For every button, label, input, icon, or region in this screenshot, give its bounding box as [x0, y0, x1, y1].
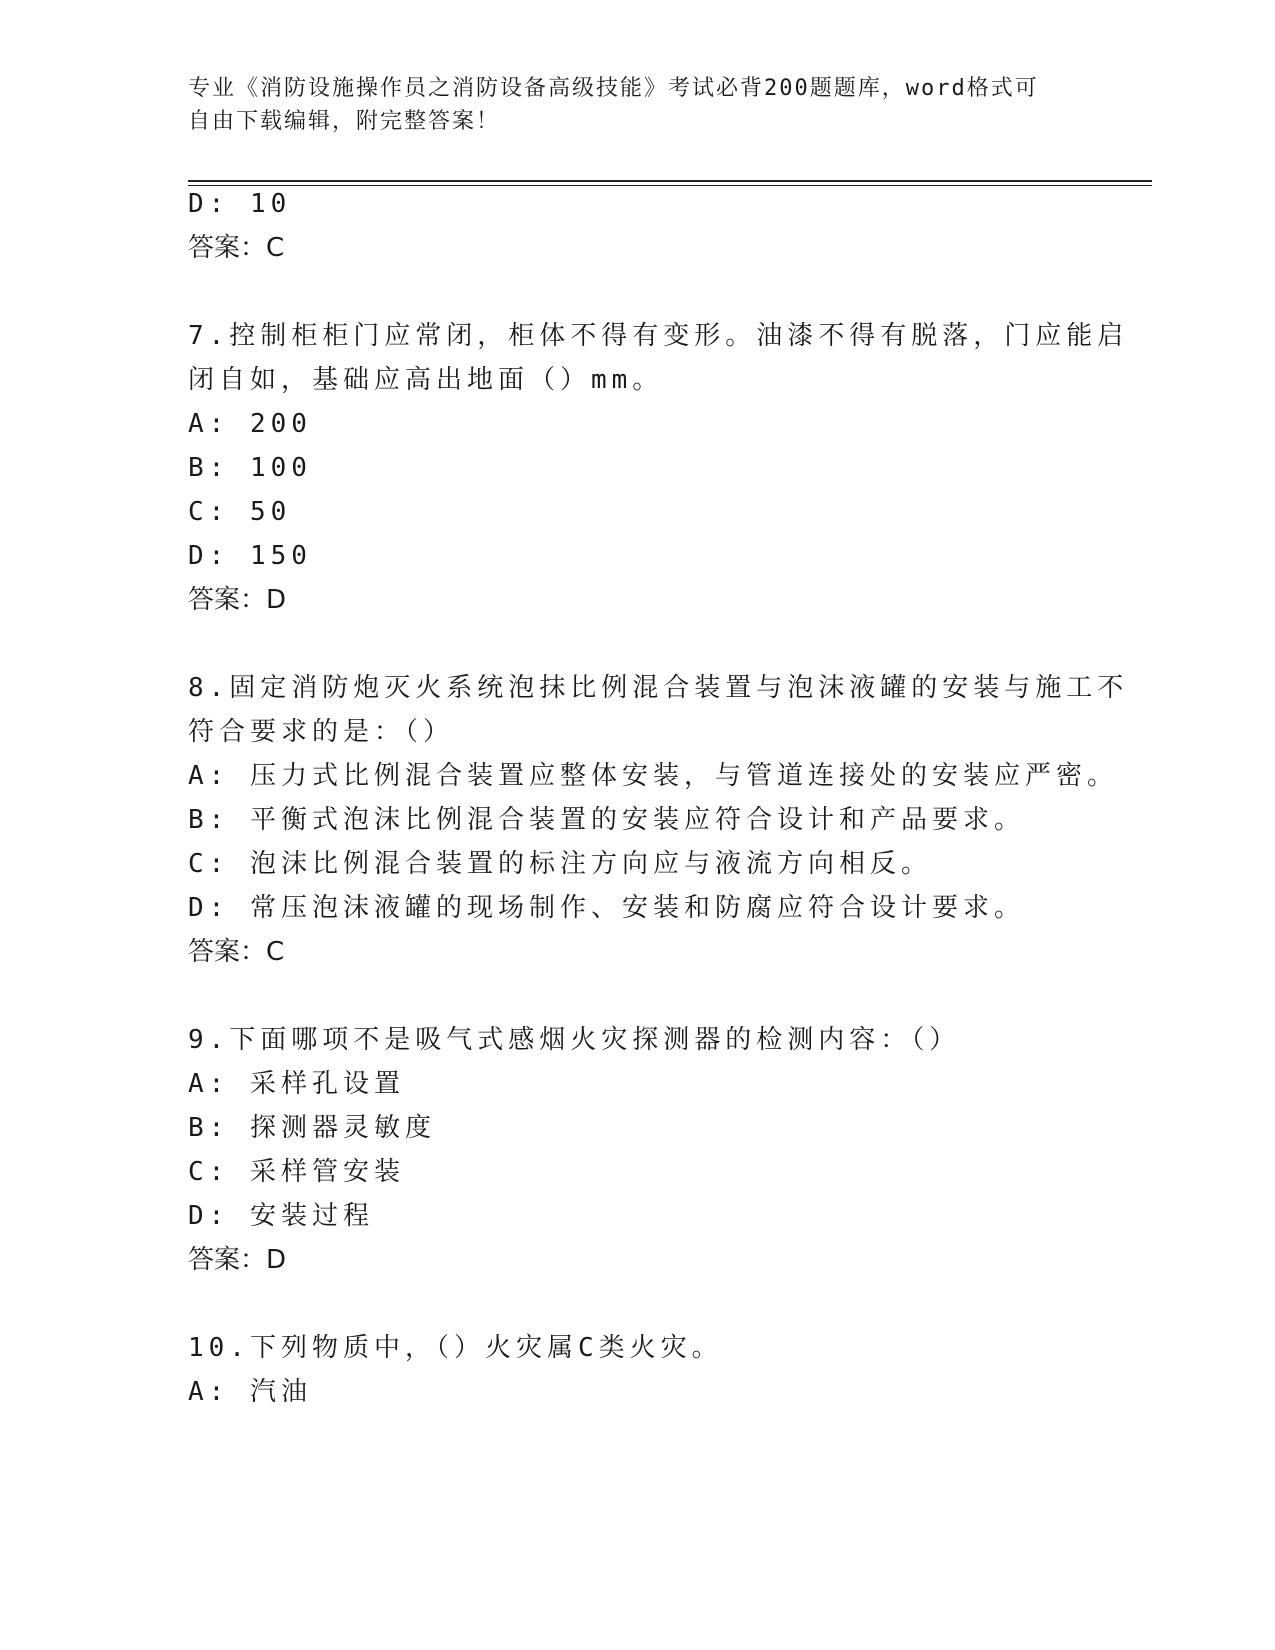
- q8-stem-line-1: 8.固定消防炮灭火系统泡抹比例混合装置与泡沫液罐的安装与施工不: [188, 673, 1129, 703]
- q9-stem-line-1: 9.下面哪项不是吸气式感烟火灾探测器的检测内容：（）: [188, 1025, 961, 1055]
- q9-option-c: C: 采样管安装: [188, 1157, 405, 1187]
- q7-stem-line-2: 闭自如，基础应高出地面（）mm。: [188, 365, 664, 395]
- q7-option-d: D: 150: [188, 541, 312, 571]
- q9-option-d: D: 安装过程: [188, 1201, 374, 1231]
- header-divider-thin: [188, 185, 1152, 186]
- q8-option-d: D: 常压泡沫液罐的现场制作、安装和防腐应符合设计要求。: [188, 893, 1025, 923]
- q9-option-b: B: 探测器灵敏度: [188, 1113, 436, 1143]
- q8-stem-line-2: 符合要求的是：（）: [188, 717, 455, 747]
- q7-stem-line-1: 7.控制柜柜门应常闭，柜体不得有变形。油漆不得有脱落，门应能启: [188, 321, 1129, 351]
- header-line-2: 自由下载编辑，附完整答案！: [188, 109, 501, 134]
- q9-answer: 答案：D: [188, 1245, 287, 1275]
- q8-option-a: A: 压力式比例混合装置应整体安装，与管道连接处的安装应严密。: [188, 761, 1118, 791]
- q9-option-a: A: 采样孔设置: [188, 1069, 405, 1099]
- prev-option-d: D: 10: [188, 189, 292, 219]
- header-divider-thick: [188, 180, 1152, 182]
- q8-answer: 答案：C: [188, 937, 285, 967]
- q7-option-b: B: 100: [188, 453, 312, 483]
- q8-option-c: C: 泡沫比例混合装置的标注方向应与液流方向相反。: [188, 849, 932, 879]
- q8-option-b: B: 平衡式泡沫比例混合装置的安装应符合设计和产品要求。: [188, 805, 1025, 835]
- q7-answer: 答案：D: [188, 585, 287, 615]
- q10-option-a: A: 汽油: [188, 1377, 312, 1407]
- prev-answer: 答案：C: [188, 233, 285, 263]
- q7-option-a: A: 200: [188, 409, 312, 439]
- q7-option-c: C: 50: [188, 497, 292, 527]
- document-header: [188, 72, 1068, 138]
- header-line-1: 专业《消防设施操作员之消防设备高级技能》考试必背200题题库，word格式可: [188, 76, 1039, 101]
- q10-stem-line-1: 10.下列物质中，（）火灾属C类火灾。: [188, 1333, 723, 1363]
